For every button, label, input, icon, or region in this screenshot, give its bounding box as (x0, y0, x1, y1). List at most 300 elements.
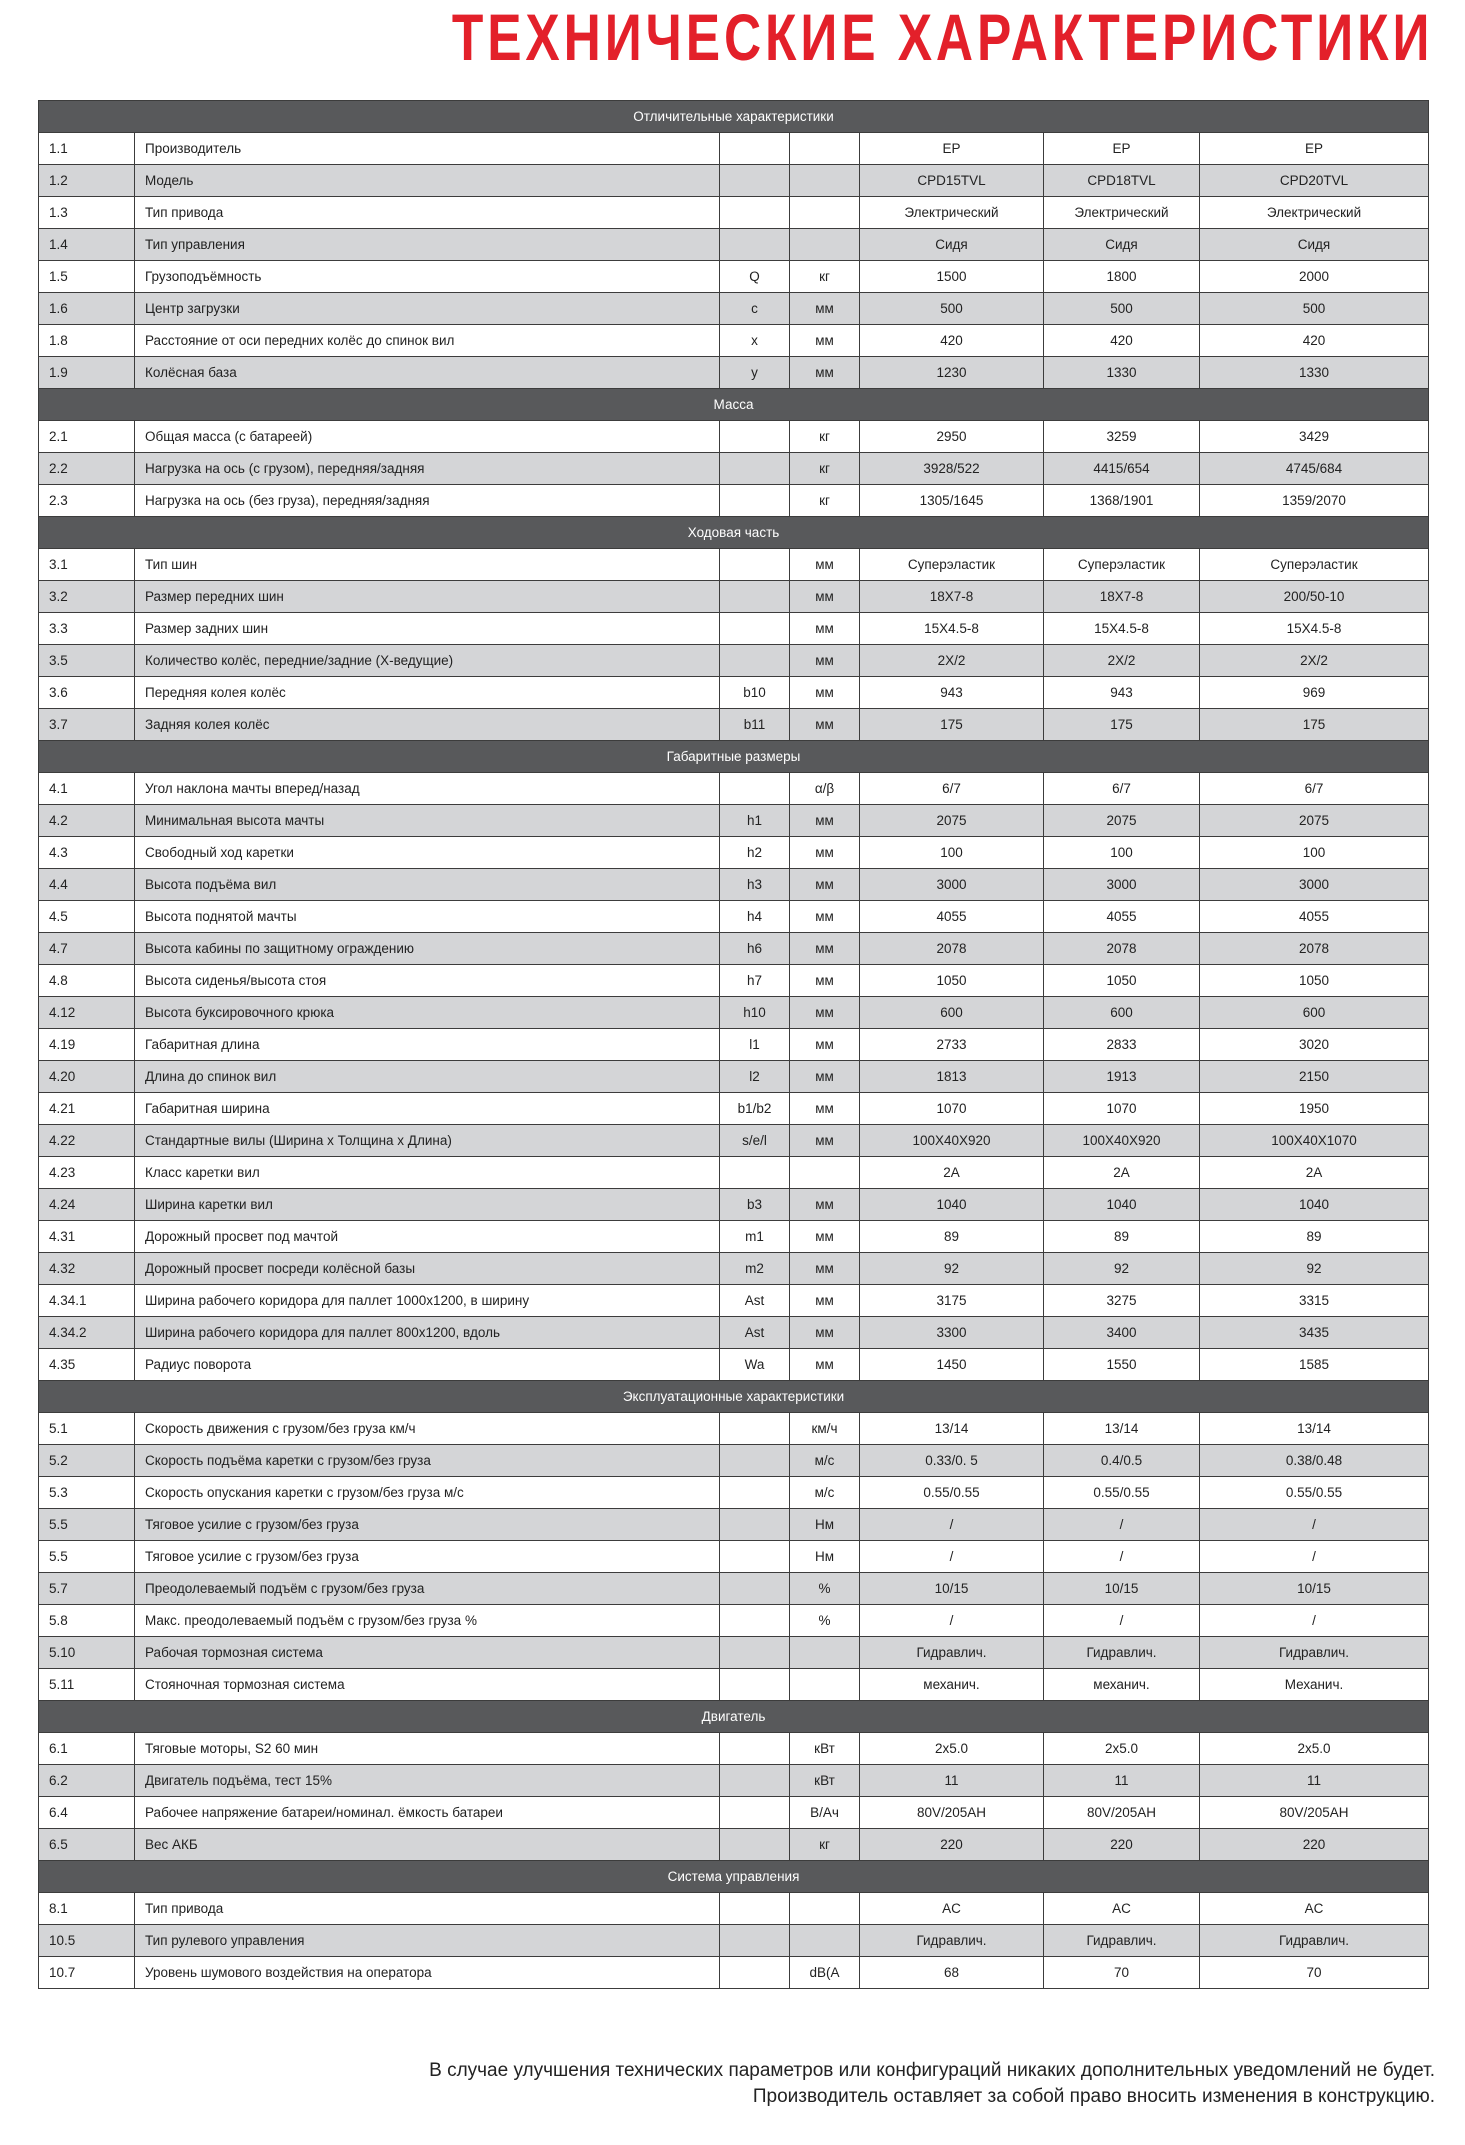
symbol: m2 (720, 1253, 790, 1285)
spec-row (39, 965, 1429, 997)
value-cpd18tvl: 70 (1044, 1957, 1200, 1989)
value-cpd20tvl: 4745/684 (1200, 453, 1429, 485)
value-cpd20tvl: 70 (1200, 1957, 1429, 1989)
row-number: 6.2 (39, 1765, 135, 1797)
value-cpd18tvl: 2833 (1044, 1029, 1200, 1061)
symbol: h2 (720, 837, 790, 869)
unit: мм (790, 1285, 860, 1317)
unit (790, 1893, 860, 1925)
unit (790, 1669, 860, 1701)
unit: кг (790, 453, 860, 485)
value-cpd18tvl: Электрический (1044, 197, 1200, 229)
value-cpd20tvl: 2X/2 (1200, 645, 1429, 677)
spec-row (39, 773, 1429, 805)
section-header (39, 1381, 1429, 1413)
value-cpd20tvl: 92 (1200, 1253, 1429, 1285)
spec-row (39, 1765, 1429, 1797)
value-cpd20tvl: 0.55/0.55 (1200, 1477, 1429, 1509)
symbol (720, 197, 790, 229)
parameter-name: Дорожный просвет посреди колёсной базы (135, 1253, 720, 1285)
spec-row (39, 1189, 1429, 1221)
row-number: 4.31 (39, 1221, 135, 1253)
value-cpd20tvl: 15X4.5-8 (1200, 613, 1429, 645)
parameter-name: Высота поднятой мачты (135, 901, 720, 933)
unit: мм (790, 613, 860, 645)
value-cpd15tvl: 2950 (860, 421, 1044, 453)
value-cpd18tvl: 3275 (1044, 1285, 1200, 1317)
row-number: 4.24 (39, 1189, 135, 1221)
section-title: Эксплуатационные характеристики (39, 1381, 1429, 1413)
parameter-name: Рабочая тормозная система (135, 1637, 720, 1669)
unit: кг (790, 1829, 860, 1861)
value-cpd15tvl: 92 (860, 1253, 1044, 1285)
unit: % (790, 1573, 860, 1605)
value-cpd18tvl: 1050 (1044, 965, 1200, 997)
value-cpd15tvl: AC (860, 1893, 1044, 1925)
spec-row (39, 485, 1429, 517)
value-cpd20tvl: EP (1200, 133, 1429, 165)
unit: мм (790, 549, 860, 581)
spec-row (39, 645, 1429, 677)
spec-row (39, 933, 1429, 965)
unit: мм (790, 709, 860, 741)
value-cpd15tvl: 1305/1645 (860, 485, 1044, 517)
spec-row (39, 1637, 1429, 1669)
unit: мм (790, 933, 860, 965)
section-header (39, 1701, 1429, 1733)
row-number: 5.5 (39, 1509, 135, 1541)
symbol (720, 1445, 790, 1477)
spec-row (39, 837, 1429, 869)
symbol: b10 (720, 677, 790, 709)
symbol: b3 (720, 1189, 790, 1221)
unit: мм (790, 1061, 860, 1093)
spec-row (39, 261, 1429, 293)
symbol (720, 1637, 790, 1669)
value-cpd18tvl: / (1044, 1541, 1200, 1573)
value-cpd18tvl: 4055 (1044, 901, 1200, 933)
symbol (720, 645, 790, 677)
value-cpd18tvl: / (1044, 1509, 1200, 1541)
spec-row (39, 1221, 1429, 1253)
symbol (720, 1541, 790, 1573)
unit: мм (790, 1189, 860, 1221)
row-number: 4.12 (39, 997, 135, 1029)
row-number: 4.34.2 (39, 1317, 135, 1349)
value-cpd15tvl: Гидравлич. (860, 1925, 1044, 1957)
parameter-name: Минимальная высота мачты (135, 805, 720, 837)
value-cpd15tvl: 1050 (860, 965, 1044, 997)
value-cpd15tvl: 100 (860, 837, 1044, 869)
unit: dB(A (790, 1957, 860, 1989)
symbol (720, 485, 790, 517)
parameter-name: Общая масса (с батареей) (135, 421, 720, 453)
row-number: 5.1 (39, 1413, 135, 1445)
spec-row (39, 1797, 1429, 1829)
row-number: 4.1 (39, 773, 135, 805)
value-cpd20tvl: 3315 (1200, 1285, 1429, 1317)
unit: мм (790, 293, 860, 325)
spec-row (39, 1029, 1429, 1061)
spec-row (39, 1669, 1429, 1701)
parameter-name: Задняя колея колёс (135, 709, 720, 741)
value-cpd18tvl: 1070 (1044, 1093, 1200, 1125)
unit: мм (790, 581, 860, 613)
parameter-name: Высота буксировочного крюка (135, 997, 720, 1029)
value-cpd20tvl: 3000 (1200, 869, 1429, 901)
spec-row (39, 1253, 1429, 1285)
row-number: 4.2 (39, 805, 135, 837)
parameter-name: Нагрузка на ось (с грузом), передняя/задняя (135, 453, 720, 485)
value-cpd18tvl: 2078 (1044, 933, 1200, 965)
unit (790, 229, 860, 261)
value-cpd20tvl: 11 (1200, 1765, 1429, 1797)
value-cpd18tvl: 2A (1044, 1157, 1200, 1189)
symbol: h6 (720, 933, 790, 965)
value-cpd18tvl: 4415/654 (1044, 453, 1200, 485)
section-header (39, 741, 1429, 773)
parameter-name: Стояночная тормозная система (135, 1669, 720, 1701)
parameter-name: Центр загрузки (135, 293, 720, 325)
value-cpd20tvl: 89 (1200, 1221, 1429, 1253)
value-cpd20tvl: 80V/205AH (1200, 1797, 1429, 1829)
value-cpd15tvl: Суперэластик (860, 549, 1044, 581)
disclaimer-line-1: В случае улучшения технических параметров или конфигураций никаких дополнительных уведомлений не будет. (429, 2060, 1435, 2081)
value-cpd18tvl: 1550 (1044, 1349, 1200, 1381)
value-cpd18tvl: 1913 (1044, 1061, 1200, 1093)
value-cpd15tvl: 68 (860, 1957, 1044, 1989)
unit (790, 133, 860, 165)
unit: Нм (790, 1509, 860, 1541)
value-cpd20tvl: 2A (1200, 1157, 1429, 1189)
value-cpd20tvl: 1040 (1200, 1189, 1429, 1221)
row-number: 4.5 (39, 901, 135, 933)
symbol (720, 1413, 790, 1445)
symbol (720, 549, 790, 581)
value-cpd18tvl: 1368/1901 (1044, 485, 1200, 517)
spec-row (39, 421, 1429, 453)
value-cpd18tvl: Сидя (1044, 229, 1200, 261)
row-number: 2.2 (39, 453, 135, 485)
symbol: Wa (720, 1349, 790, 1381)
value-cpd15tvl: 15X4.5-8 (860, 613, 1044, 645)
spec-row (39, 613, 1429, 645)
value-cpd20tvl: 2078 (1200, 933, 1429, 965)
symbol (720, 453, 790, 485)
value-cpd18tvl: 2X/2 (1044, 645, 1200, 677)
value-cpd18tvl: 175 (1044, 709, 1200, 741)
spec-row (39, 1829, 1429, 1861)
parameter-name: Тяговые моторы, S2 60 мин (135, 1733, 720, 1765)
value-cpd20tvl: 420 (1200, 325, 1429, 357)
row-number: 3.3 (39, 613, 135, 645)
value-cpd15tvl: 18X7-8 (860, 581, 1044, 613)
value-cpd18tvl: 3400 (1044, 1317, 1200, 1349)
parameter-name: Модель (135, 165, 720, 197)
parameter-name: Класс каретки вил (135, 1157, 720, 1189)
value-cpd20tvl: 1050 (1200, 965, 1429, 997)
parameter-name: Высота сиденья/высота стоя (135, 965, 720, 997)
value-cpd20tvl: 100 (1200, 837, 1429, 869)
value-cpd18tvl: 500 (1044, 293, 1200, 325)
value-cpd18tvl: 92 (1044, 1253, 1200, 1285)
section-header (39, 389, 1429, 421)
unit: мм (790, 1253, 860, 1285)
value-cpd15tvl: Электрический (860, 197, 1044, 229)
parameter-name: Двигатель подъёма, тест 15% (135, 1765, 720, 1797)
value-cpd20tvl: 4055 (1200, 901, 1429, 933)
section-header (39, 101, 1429, 133)
spec-row (39, 1157, 1429, 1189)
unit: α/β (790, 773, 860, 805)
row-number: 1.1 (39, 133, 135, 165)
value-cpd20tvl: / (1200, 1541, 1429, 1573)
symbol: h7 (720, 965, 790, 997)
value-cpd18tvl: EP (1044, 133, 1200, 165)
row-number: 1.8 (39, 325, 135, 357)
value-cpd20tvl: Сидя (1200, 229, 1429, 261)
parameter-name: Ширина рабочего коридора для паллет 1000x1200, в ширину (135, 1285, 720, 1317)
value-cpd15tvl: 1040 (860, 1189, 1044, 1221)
value-cpd20tvl: 6/7 (1200, 773, 1429, 805)
value-cpd18tvl: 6/7 (1044, 773, 1200, 805)
value-cpd15tvl: / (860, 1605, 1044, 1637)
symbol (720, 165, 790, 197)
parameter-name: Преодолеваемый подъём с грузом/без груза (135, 1573, 720, 1605)
page-header (0, 0, 1465, 80)
value-cpd15tvl: 2A (860, 1157, 1044, 1189)
value-cpd15tvl: 13/14 (860, 1413, 1044, 1445)
value-cpd15tvl: 10/15 (860, 1573, 1044, 1605)
value-cpd18tvl: 600 (1044, 997, 1200, 1029)
spec-row (39, 1445, 1429, 1477)
value-cpd20tvl: Гидравлич. (1200, 1925, 1429, 1957)
unit: кг (790, 261, 860, 293)
value-cpd15tvl: 1070 (860, 1093, 1044, 1125)
row-number: 3.7 (39, 709, 135, 741)
value-cpd15tvl: 600 (860, 997, 1044, 1029)
row-number: 1.4 (39, 229, 135, 261)
row-number: 3.5 (39, 645, 135, 677)
unit: кВт (790, 1733, 860, 1765)
value-cpd18tvl: CPD18TVL (1044, 165, 1200, 197)
symbol (720, 1957, 790, 1989)
value-cpd20tvl: 175 (1200, 709, 1429, 741)
section-header (39, 1861, 1429, 1893)
unit: Нм (790, 1541, 860, 1573)
value-cpd18tvl: механич. (1044, 1669, 1200, 1701)
spec-table (38, 100, 1429, 1989)
unit: мм (790, 1125, 860, 1157)
symbol: Ast (720, 1285, 790, 1317)
symbol (720, 133, 790, 165)
value-cpd15tvl: 943 (860, 677, 1044, 709)
parameter-name: Тяговое усилие с грузом/без груза (135, 1509, 720, 1541)
unit: кг (790, 421, 860, 453)
unit: м/с (790, 1445, 860, 1477)
value-cpd20tvl: 2150 (1200, 1061, 1429, 1093)
section-title: Ходовая часть (39, 517, 1429, 549)
symbol: c (720, 293, 790, 325)
symbol: h10 (720, 997, 790, 1029)
parameter-name: Ширина рабочего коридора для паллет 800x1200, вдоль (135, 1317, 720, 1349)
value-cpd18tvl: Гидравлич. (1044, 1925, 1200, 1957)
value-cpd15tvl: 220 (860, 1829, 1044, 1861)
symbol (720, 1829, 790, 1861)
value-cpd15tvl: 500 (860, 293, 1044, 325)
value-cpd18tvl: 2075 (1044, 805, 1200, 837)
row-number: 4.8 (39, 965, 135, 997)
symbol: h4 (720, 901, 790, 933)
symbol (720, 1765, 790, 1797)
parameter-name: Дорожный просвет под мачтой (135, 1221, 720, 1253)
spec-row (39, 1541, 1429, 1573)
row-number: 5.8 (39, 1605, 135, 1637)
symbol (720, 1605, 790, 1637)
parameter-name: Колёсная база (135, 357, 720, 389)
spec-row (39, 133, 1429, 165)
parameter-name: Производитель (135, 133, 720, 165)
value-cpd18tvl: 3259 (1044, 421, 1200, 453)
spec-row (39, 1061, 1429, 1093)
value-cpd15tvl: 0.55/0.55 (860, 1477, 1044, 1509)
value-cpd20tvl: 600 (1200, 997, 1429, 1029)
row-number: 10.7 (39, 1957, 135, 1989)
value-cpd20tvl: 2000 (1200, 261, 1429, 293)
value-cpd15tvl: 2075 (860, 805, 1044, 837)
row-number: 4.32 (39, 1253, 135, 1285)
value-cpd18tvl: 100 (1044, 837, 1200, 869)
value-cpd18tvl: 10/15 (1044, 1573, 1200, 1605)
value-cpd18tvl: AC (1044, 1893, 1200, 1925)
spec-table-container (38, 100, 1428, 1989)
spec-row (39, 197, 1429, 229)
value-cpd20tvl: 3429 (1200, 421, 1429, 453)
parameter-name: Скорость опускания каретки с грузом/без груза м/с (135, 1477, 720, 1509)
symbol: x (720, 325, 790, 357)
value-cpd15tvl: 3000 (860, 869, 1044, 901)
spec-row (39, 1285, 1429, 1317)
row-number: 4.3 (39, 837, 135, 869)
value-cpd15tvl: 100X40X920 (860, 1125, 1044, 1157)
symbol: Q (720, 261, 790, 293)
value-cpd15tvl: 3300 (860, 1317, 1044, 1349)
spec-row (39, 1925, 1429, 1957)
section-title: Двигатель (39, 1701, 1429, 1733)
value-cpd15tvl: механич. (860, 1669, 1044, 1701)
spec-row (39, 1125, 1429, 1157)
unit: мм (790, 357, 860, 389)
spec-row (39, 805, 1429, 837)
row-number: 4.23 (39, 1157, 135, 1189)
unit: кг (790, 485, 860, 517)
symbol (720, 613, 790, 645)
spec-row (39, 357, 1429, 389)
spec-row (39, 997, 1429, 1029)
symbol (720, 1669, 790, 1701)
parameter-name: Угол наклона мачты вперед/назад (135, 773, 720, 805)
page-title: ТЕХНИЧЕСКИЕ ХАРАКТЕРИСТИКИ (451, 0, 1433, 74)
parameter-name: Рабочее напряжение батареи/номинал. ёмкость батареи (135, 1797, 720, 1829)
spec-row (39, 1349, 1429, 1381)
parameter-name: Расстояние от оси передних колёс до спинок вил (135, 325, 720, 357)
value-cpd18tvl: 0.4/0.5 (1044, 1445, 1200, 1477)
symbol: s/e/l (720, 1125, 790, 1157)
unit: мм (790, 901, 860, 933)
value-cpd20tvl: CPD20TVL (1200, 165, 1429, 197)
spec-row (39, 1573, 1429, 1605)
unit: мм (790, 1221, 860, 1253)
spec-row (39, 229, 1429, 261)
value-cpd20tvl: 500 (1200, 293, 1429, 325)
parameter-name: Длина до спинок вил (135, 1061, 720, 1093)
section-title: Система управления (39, 1861, 1429, 1893)
value-cpd20tvl: 13/14 (1200, 1413, 1429, 1445)
parameter-name: Тип привода (135, 197, 720, 229)
parameter-name: Тип привода (135, 1893, 720, 1925)
value-cpd15tvl: 0.33/0. 5 (860, 1445, 1044, 1477)
value-cpd15tvl: 89 (860, 1221, 1044, 1253)
spec-row (39, 1317, 1429, 1349)
symbol (720, 1797, 790, 1829)
unit: мм (790, 325, 860, 357)
row-number: 3.6 (39, 677, 135, 709)
value-cpd18tvl: 2x5.0 (1044, 1733, 1200, 1765)
row-number: 1.6 (39, 293, 135, 325)
value-cpd15tvl: 11 (860, 1765, 1044, 1797)
value-cpd20tvl: 100X40X1070 (1200, 1125, 1429, 1157)
parameter-name: Передняя колея колёс (135, 677, 720, 709)
section-title: Отличительные характеристики (39, 101, 1429, 133)
spec-row (39, 869, 1429, 901)
row-number: 5.5 (39, 1541, 135, 1573)
value-cpd18tvl: 1800 (1044, 261, 1200, 293)
value-cpd18tvl: 13/14 (1044, 1413, 1200, 1445)
unit (790, 165, 860, 197)
value-cpd20tvl: Гидравлич. (1200, 1637, 1429, 1669)
value-cpd15tvl: 3175 (860, 1285, 1044, 1317)
symbol (720, 581, 790, 613)
value-cpd18tvl: Гидравлич. (1044, 1637, 1200, 1669)
unit: м/с (790, 1477, 860, 1509)
value-cpd18tvl: 1330 (1044, 357, 1200, 389)
symbol: m1 (720, 1221, 790, 1253)
value-cpd20tvl: 969 (1200, 677, 1429, 709)
value-cpd15tvl: 3928/522 (860, 453, 1044, 485)
symbol (720, 1893, 790, 1925)
parameter-name: Высота кабины по защитному ограждению (135, 933, 720, 965)
row-number: 3.1 (39, 549, 135, 581)
unit (790, 1925, 860, 1957)
spec-row (39, 677, 1429, 709)
value-cpd20tvl: 3020 (1200, 1029, 1429, 1061)
symbol (720, 1733, 790, 1765)
row-number: 1.3 (39, 197, 135, 229)
value-cpd15tvl: 80V/205AH (860, 1797, 1044, 1829)
symbol: l1 (720, 1029, 790, 1061)
spec-row (39, 549, 1429, 581)
parameter-name: Тип управления (135, 229, 720, 261)
unit: мм (790, 805, 860, 837)
parameter-name: Высота подъёма вил (135, 869, 720, 901)
row-number: 6.4 (39, 1797, 135, 1829)
unit: мм (790, 869, 860, 901)
spec-row (39, 709, 1429, 741)
value-cpd20tvl: 1359/2070 (1200, 485, 1429, 517)
unit: кВт (790, 1765, 860, 1797)
symbol (720, 1157, 790, 1189)
spec-row (39, 1413, 1429, 1445)
